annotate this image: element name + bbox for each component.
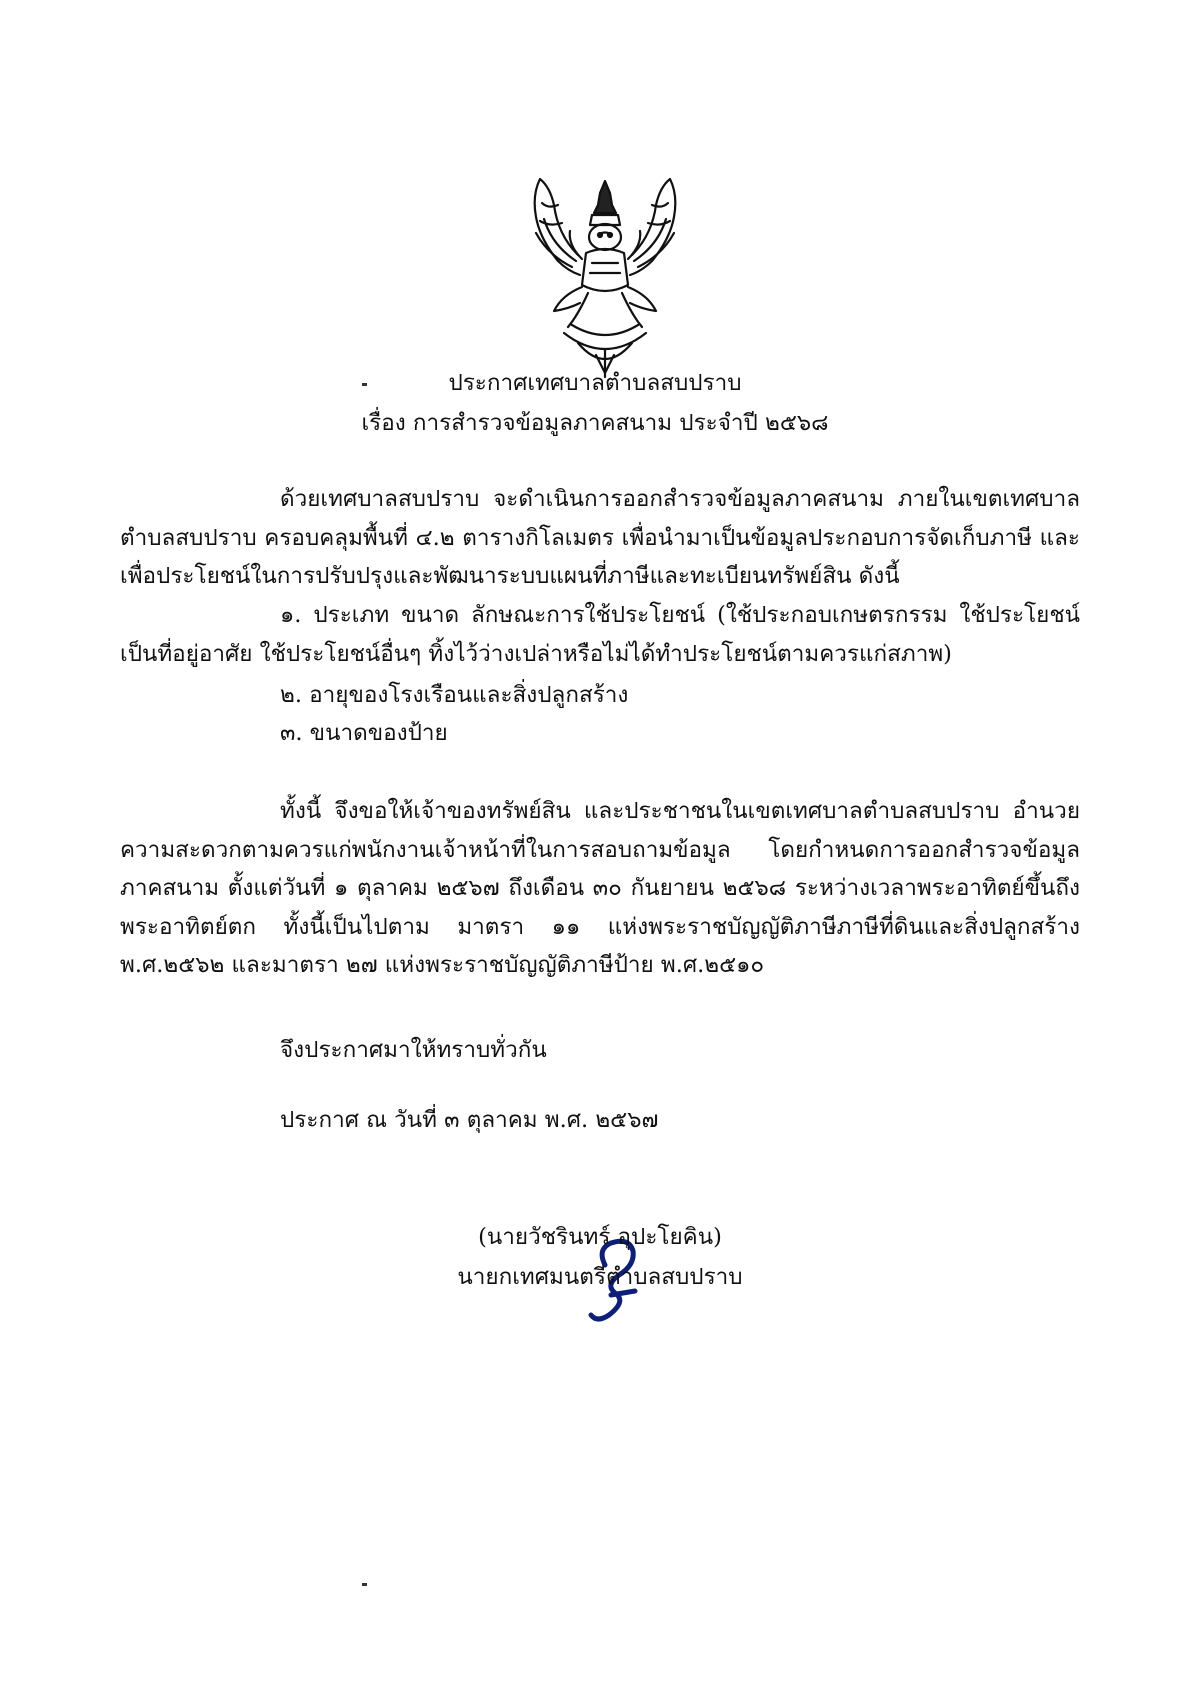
signatory-name: (นายวัชรินทร์ อุปะโยคิน) xyxy=(478,1224,722,1250)
scan-speck xyxy=(362,383,367,386)
signatory-position: นายกเทศมนตรีตำบลสบปราบ xyxy=(457,1264,743,1290)
request-paragraph: ทั้งนี้ จึงขอให้เจ้าของทรัพย์สิน และประชาชนในเขตเทศบาลตำบลสบปราบ อำนวยความสะดวกตามควรแก่พนักงานเจ้าหน้าที่ในการสอบถามข้อมูล โดยกำหนดการออกสำรวจข้อมูลภาคสนาม ตั้งแต่วันที่ ๑ ตุลาคม ๒๕๖๗ ถึงเดือน ๓๐ กันยายน ๒๕๖๘ ระหว่างเวลาพระอาทิตย์ขึ้นถึงพระอาทิตย์ตก ทั้งนี้เป็นไปตาม มาตรา ๑๑ แห่งพระราชบัญญัติภาษีภาษีที่ดินและสิ่งปลูกสร้าง พ.ศ.๒๕๖๒ และมาตรา ๒๗ แห่งพระราชบัญญัติภาษีป้าย พ.ศ.๒๕๑๐ xyxy=(120,798,1080,978)
closing-statement: จึงประกาศมาให้ทราบทั่วกัน xyxy=(280,1037,547,1063)
list-item-2: ๒. อายุของโรงเรือนและสิ่งปลูกสร้าง xyxy=(280,682,629,708)
list-item-1: ๑. ประเภท ขนาด ลักษณะการใช้ประโยชน์ (ใช้ประกอบเกษตรกรรม ใช้ประโยชน์เป็นที่อยู่อาศัย ใช้ประโยชน์อื่นๆ ทิ้งไว้ว่างเปล่าหรือไม่ได้ทำประโยชน์ตามควรแก่สภาพ) xyxy=(120,602,1080,667)
announcement-title: ประกาศเทศบาลตำบลสบปราบ xyxy=(448,370,742,396)
announcement-subject: เรื่อง การสำรวจข้อมูลภาคสนาม ประจำปี ๒๕๖๘ xyxy=(361,410,829,436)
announcement-date: ประกาศ ณ วันที่ ๓ ตุลาคม พ.ศ. ๒๕๖๗ xyxy=(280,1107,659,1133)
intro-paragraph: ด้วยเทศบาลสบปราบ จะดำเนินการออกสำรวจข้อมูลภาคสนาม ภายในเขตเทศบาลตำบลสบปราบ ครอบคลุมพื้นที่ ๔.๒ ตารางกิโลเมตร เพื่อนำมาเป็นข้อมูลประกอบการจัดเก็บภาษี และเพื่อประโยชน์ในการปรับปรุงและพัฒนาระบบแผนที่ภาษีและทะเบียนทรัพย์สิน ดังนี้ xyxy=(120,486,1080,589)
garuda-emblem-icon xyxy=(518,175,693,380)
scan-speck xyxy=(362,1583,367,1586)
list-item-3: ๓. ขนาดของป้าย xyxy=(280,720,448,746)
